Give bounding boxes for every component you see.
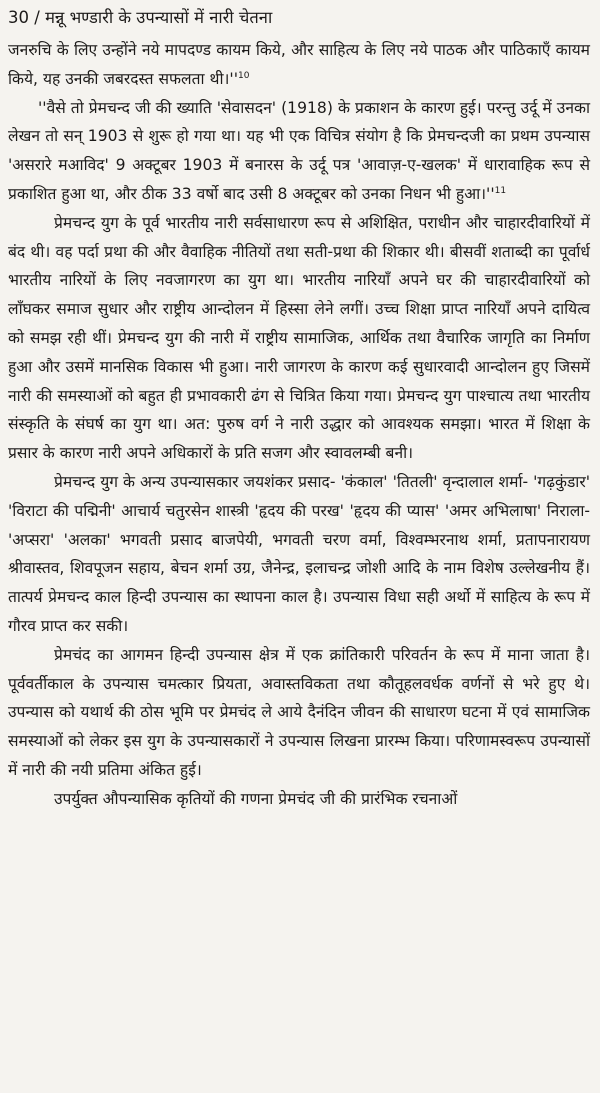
paragraph-text: प्रेमचंद का आगमन हिन्दी उपन्यास क्षेत्र में एक क्रांतिकारी परिवर्तन के रूप में माना जाता है। पूर्ववर्तीकाल के उपन्यास चमत्कार प्रियता, अवास्तविकता तथा कौतूहलवर्धक वर्णनों से भरे हुए थे। उपन्यास को यथार्थ की ठोस भूमि पर प्रेमचंद ले आये दैनंदिन जीवन की साधारण घटना में एवं सामाजिक समस्याओं को लेकर इस युग के उपन्यासकारों ने उपन्यास लिखना प्रारम्भ किया। परिणामस्वरूप उपन्यासों में नारी की नयी प्रतिमा अंकित हुई। bbox=[8, 645, 590, 779]
book-title: मन्नू भण्डारी के उपन्यासों में नारी चेतना bbox=[45, 8, 273, 27]
paragraph-5 bbox=[8, 641, 590, 785]
paragraph-text: उपर्युक्त औपन्यासिक कृतियों की गणना प्रेमचंद जी की प्रारंभिक रचनाओं bbox=[54, 789, 458, 808]
footnote-marker: 10 bbox=[237, 70, 250, 81]
paragraph-2 bbox=[8, 94, 590, 209]
page-number: 30 bbox=[8, 8, 29, 27]
paragraph-text: ''वैसे तो प्रेमचन्द जी की ख्याति 'सेवासदन' (1918) के प्रकाशन के कारण हुई। परन्तु उर्दू में उनका लेखन तो सन् 1903 से शुरू हो गया था। यह भी एक विचित्र संयोग है कि प्रेमचन्दजी का प्रथम उपन्यास 'असरारे मआविद' 9 अक्टूबर 1903 में बनारस के उर्दू पत्र 'आवाज़-ए-खलक' में धारावाहिक रूप से प्रकाशित हुआ था, और ठीक 33 वर्षो बाद उसी 8 अक्टूबर को उनका निधन भी हुआ।'' bbox=[8, 98, 590, 203]
paragraph-text: प्रेमचन्द युग के पूर्व भारतीय नारी सर्वसाधारण रूप से अशिक्षित, पराधीन और चाहारदीवारियों में बंद थी। वह पर्दा प्रथा की और वैवाहिक नीतियों तथा सती-प्रथा की शिकार थी। बीसवीं शताब्दी का पूर्वार्ध भारतीय नारियों के लिए नवजागरण का युग था। भारतीय नारियाँ अपने घर की चाहारदीवारियों को लाँघकर समाज सुधार और राष्ट्रीय आन्दोलन में हिस्सा लेने लगीं। उच्च शिक्षा प्राप्त नारियाँ अपने दायित्व को समझ रही थीं। प्रेमचन्द युग की नारी में राष्ट्रीय सामाजिक, आर्थिक तथा वैचारिक जागृति का निर्माण हुआ और उसमें मानसिक विकास भी हुआ। नारी जागरण के कारण कई सुधारवादी आन्दोलन हुए जिसमें नारी की समस्याओं को बहुत ही प्रभावकारी ढंग से चित्रित किया गया। प्रेमचन्द युग पाश्चात्य तथा भारतीय संस्कृति के संघर्ष का युग था। अत: पुरुष वर्ग ने नारी उद्धार को आवश्यक समझा। भारत में शिक्षा के प्रसार के कारण नारी अपने अधिकारों के प्रति सजग और स्वावलम्बी बनी। bbox=[8, 213, 590, 463]
header-separator: / bbox=[34, 8, 40, 27]
paragraph-6 bbox=[8, 785, 590, 814]
paragraph-4 bbox=[8, 468, 590, 641]
paragraph-text: जनरुचि के लिए उन्होंने नये मापदण्ड कायम किये, और साहित्य के लिए नये पाठक और पाठिकाएँ कायम किये, यह उनकी जबरदस्त सफलता थी।'' bbox=[8, 41, 590, 88]
running-head bbox=[8, 6, 590, 36]
footnote-marker: 11 bbox=[494, 185, 507, 196]
paragraph-1 bbox=[8, 36, 590, 94]
paragraph-3 bbox=[8, 209, 590, 468]
paragraph-text: प्रेमचन्द युग के अन्य उपन्यासकार जयशंकर प्रसाद- 'कंकाल' 'तितली' वृन्दालाल शर्मा- 'गढ़कुंडार' 'विराटा की पद्मिनी' आचार्य चतुरसेन शास्त्री 'हृदय की परख' 'हृदय की प्यास' 'अमर अभिलाषा' निराला- 'अप्सरा' 'अलका' भगवती प्रसाद बाजपेयी, भगवती चरण वर्मा, विश्वम्भरनाथ शर्मा, प्रतापनारायण श्रीवास्तव, शिवपूजन सहाय, बेचन शर्मा उग्र, जैनेन्द्र, इलाचन्द्र जोशी आदि के नाम विशेष उल्लेखनीय हैं। तात्पर्य प्रेमचन्द काल हिन्दी उपन्यास का स्थापना काल है। उपन्यास विधा सही अर्थो में साहित्य के रूप में गौरव प्राप्त कर सकी। bbox=[8, 472, 590, 635]
